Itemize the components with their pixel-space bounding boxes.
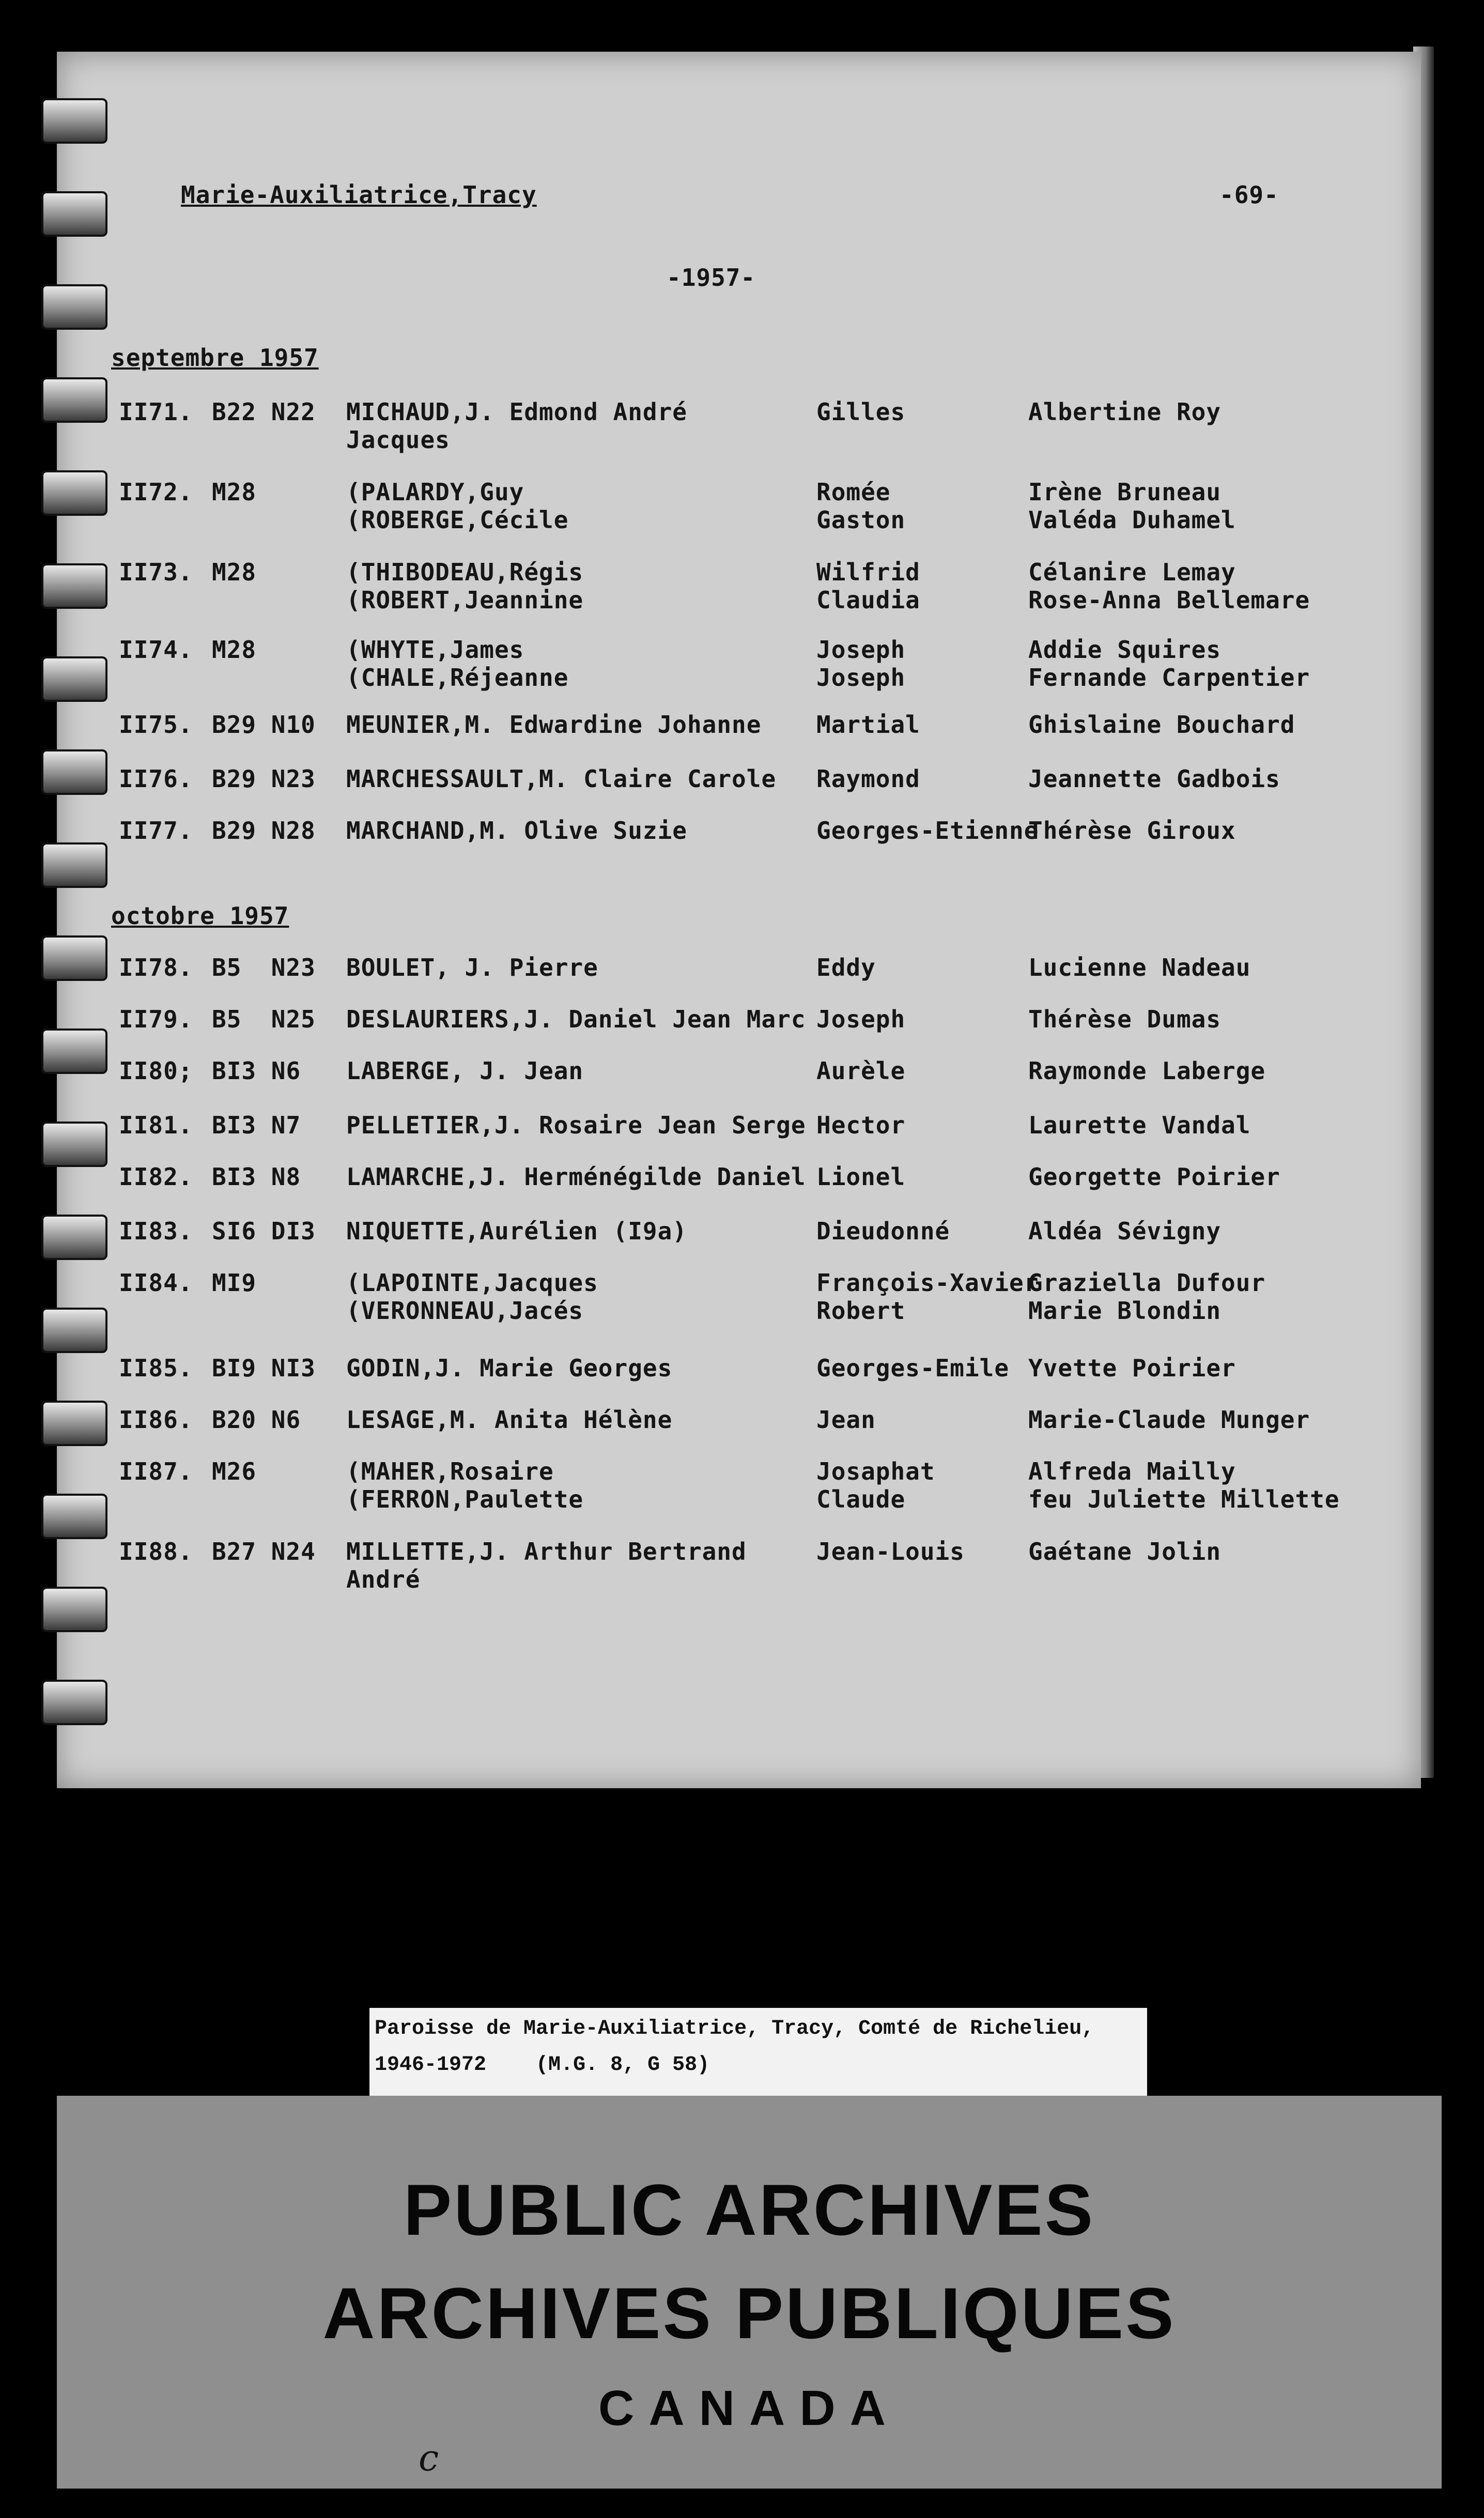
- entry-name: GODIN,J. Marie Georges: [346, 1354, 673, 1382]
- entry-code: B5 N23: [212, 954, 316, 981]
- entry-code: M26: [212, 1457, 257, 1485]
- entry-mother: Laurette Vandal: [1028, 1111, 1251, 1139]
- register-entry: [0, 765, 1364, 822]
- entry-mother: Addie Squires Fernande Carpentier: [1028, 636, 1310, 692]
- entry-code: B29 N28: [212, 817, 316, 845]
- entry-father: Lionel: [816, 1163, 906, 1191]
- entry-code: MI9: [212, 1269, 257, 1297]
- entry-mother: Aldéa Sévigny: [1028, 1217, 1222, 1245]
- archive-country: CANADA: [598, 2381, 900, 2436]
- entry-number: II87.: [119, 1457, 193, 1485]
- entry-code: BI3 N8: [212, 1163, 301, 1191]
- label-line: 1946-1972 (M.G. 8, G 58): [375, 2053, 710, 2077]
- entry-mother: Célanire Lemay Rose-Anna Bellemare: [1028, 558, 1310, 614]
- register-entry: [0, 817, 1364, 873]
- register-entry: [0, 1538, 1364, 1594]
- entry-number: II86.: [119, 1406, 193, 1434]
- register-entry: [0, 1005, 1364, 1062]
- entry-mother: Albertine Roy: [1028, 398, 1222, 426]
- entry-mother: Thérèse Dumas: [1028, 1005, 1222, 1033]
- binding-ring: [41, 1680, 107, 1725]
- entry-number: II85.: [119, 1354, 193, 1382]
- entry-code: BI3 N6: [212, 1057, 301, 1085]
- register-entry: [0, 954, 1364, 1010]
- entry-mother: Lucienne Nadeau: [1028, 954, 1251, 981]
- entry-father: Joseph Joseph: [816, 636, 906, 692]
- entry-code: M28: [212, 478, 257, 506]
- entry-mother: Gaétane Jolin: [1028, 1538, 1222, 1565]
- entry-name: MARCHESSAULT,M. Claire Carole: [346, 765, 777, 793]
- entry-father: Wilfrid Claudia: [816, 558, 920, 614]
- entry-mother: Georgette Poirier: [1028, 1163, 1280, 1191]
- register-entry: [0, 478, 1364, 535]
- entry-number: II76.: [119, 765, 193, 793]
- entry-mother: Alfreda Mailly feu Juliette Millette: [1028, 1457, 1340, 1513]
- entry-name: MARCHAND,M. Olive Suzie: [346, 817, 687, 845]
- entry-name: (THIBODEAU,Régis (ROBERT,Jeannine: [346, 558, 584, 614]
- entry-code: B29 N10: [212, 711, 316, 739]
- entry-name: MEUNIER,M. Edwardine Johanne: [346, 711, 762, 739]
- entry-father: Eddy: [816, 954, 876, 981]
- entry-father: Jean: [816, 1406, 876, 1434]
- entry-name: PELLETIER,J. Rosaire Jean Serge: [346, 1111, 806, 1139]
- entry-number: II78.: [119, 954, 193, 981]
- archive-banner: [57, 2096, 1442, 2489]
- entry-name: DESLAURIERS,J. Daniel Jean Marc: [346, 1005, 806, 1033]
- entry-code: SI6 DI3: [212, 1217, 316, 1245]
- binding-ring: [41, 191, 107, 237]
- entry-mother: Thérèse Giroux: [1028, 817, 1236, 845]
- entry-name: (LAPOINTE,Jacques (VERONNEAU,Jacés: [346, 1269, 598, 1325]
- entry-number: II74.: [119, 636, 193, 664]
- entry-number: II71.: [119, 398, 193, 426]
- entry-father: Jean-Louis: [816, 1538, 965, 1565]
- entry-number: II80;: [119, 1057, 193, 1085]
- month-heading: octobre 1957: [111, 902, 289, 930]
- register-entry: [0, 1057, 1364, 1114]
- register-entry: [0, 1457, 1364, 1514]
- binding-ring: [41, 284, 107, 330]
- entry-code: BI3 N7: [212, 1111, 301, 1139]
- entry-name: (PALARDY,Guy (ROBERGE,Cécile: [346, 478, 569, 534]
- entry-number: II75.: [119, 711, 193, 739]
- entry-mother: Marie-Claude Munger: [1028, 1406, 1310, 1434]
- entry-father: Gilles: [816, 398, 906, 426]
- parish-heading: Marie-Auxiliatrice,Tracy: [181, 181, 537, 209]
- entry-name: (WHYTE,James (CHALE,Réjeanne: [346, 636, 569, 692]
- entry-number: II82.: [119, 1163, 193, 1191]
- entry-name: LABERGE, J. Jean: [346, 1057, 584, 1085]
- entry-father: Romée Gaston: [816, 478, 906, 534]
- entry-father: Raymond: [816, 765, 920, 793]
- entry-mother: Irène Bruneau Valéda Duhamel: [1028, 478, 1236, 534]
- entry-father: Joseph: [816, 1005, 906, 1033]
- entry-number: II83.: [119, 1217, 193, 1245]
- entry-mother: Ghislaine Bouchard: [1028, 711, 1295, 739]
- entry-father: François-Xavier Robert: [816, 1269, 1039, 1325]
- entry-code: B29 N23: [212, 765, 316, 793]
- entry-code: B27 N24: [212, 1538, 316, 1565]
- entry-number: II81.: [119, 1111, 193, 1139]
- entry-number: II72.: [119, 478, 193, 506]
- entry-name: LESAGE,M. Anita Hélène: [346, 1406, 673, 1434]
- register-entry: [0, 636, 1364, 693]
- register-entry: [0, 1163, 1364, 1220]
- entry-mother: Graziella Dufour Marie Blondin: [1028, 1269, 1266, 1325]
- entry-father: Martial: [816, 711, 920, 739]
- entry-mother: Jeannette Gadbois: [1028, 765, 1280, 793]
- entry-number: II88.: [119, 1538, 193, 1565]
- handwritten-mark: c: [419, 2437, 439, 2479]
- entry-number: II84.: [119, 1269, 193, 1297]
- entry-code: B22 N22: [212, 398, 316, 426]
- entry-mother: Yvette Poirier: [1028, 1354, 1236, 1382]
- entry-father: Georges-Etienne: [816, 817, 1039, 845]
- entry-mother: Raymonde Laberge: [1028, 1057, 1266, 1085]
- entry-name: MILLETTE,J. Arthur Bertrand André: [346, 1538, 747, 1593]
- entry-number: II77.: [119, 817, 193, 845]
- month-heading: septembre 1957: [111, 344, 319, 372]
- register-entry: [0, 1406, 1364, 1463]
- entry-name: MICHAUD,J. Edmond André Jacques: [346, 398, 687, 454]
- entry-name: (MAHER,Rosaire (FERRON,Paulette: [346, 1457, 584, 1513]
- entry-number: II79.: [119, 1005, 193, 1033]
- register-entry: [0, 711, 1364, 767]
- page-number: -69-: [1219, 181, 1279, 209]
- register-entry: [0, 1269, 1364, 1326]
- entry-code: M28: [212, 558, 257, 586]
- archive-title-en: PUBLIC ARCHIVES: [403, 2169, 1095, 2250]
- register-entry: [0, 1217, 1364, 1274]
- register-entry: [0, 398, 1364, 455]
- entry-father: Aurèle: [816, 1057, 906, 1085]
- register-entry: [0, 1354, 1364, 1411]
- collection-label: [369, 2008, 1147, 2098]
- entry-number: II73.: [119, 558, 193, 586]
- entry-name: BOULET, J. Pierre: [346, 954, 598, 981]
- archive-title-fr: ARCHIVES PUBLIQUES: [322, 2273, 1176, 2354]
- entry-father: Dieudonné: [816, 1217, 950, 1245]
- entry-name: NIQUETTE,Aurélien (I9a): [346, 1217, 687, 1245]
- register-entry: [0, 1111, 1364, 1168]
- entry-father: Georges-Emile: [816, 1354, 1010, 1382]
- label-line: Paroisse de Marie-Auxiliatrice, Tracy, Comté de Richelieu,: [375, 2017, 1094, 2040]
- entry-code: M28: [212, 636, 257, 664]
- entry-code: B20 N6: [212, 1406, 301, 1434]
- entry-father: Hector: [816, 1111, 906, 1139]
- entry-name: LAMARCHE,J. Herménégilde Daniel: [346, 1163, 806, 1191]
- binding-ring: [41, 98, 107, 144]
- entry-father: Josaphat Claude: [816, 1457, 935, 1513]
- entry-code: BI9 NI3: [212, 1354, 316, 1382]
- entry-code: B5 N25: [212, 1005, 316, 1033]
- year-heading: -1957-: [667, 264, 756, 291]
- register-entry: [0, 558, 1364, 615]
